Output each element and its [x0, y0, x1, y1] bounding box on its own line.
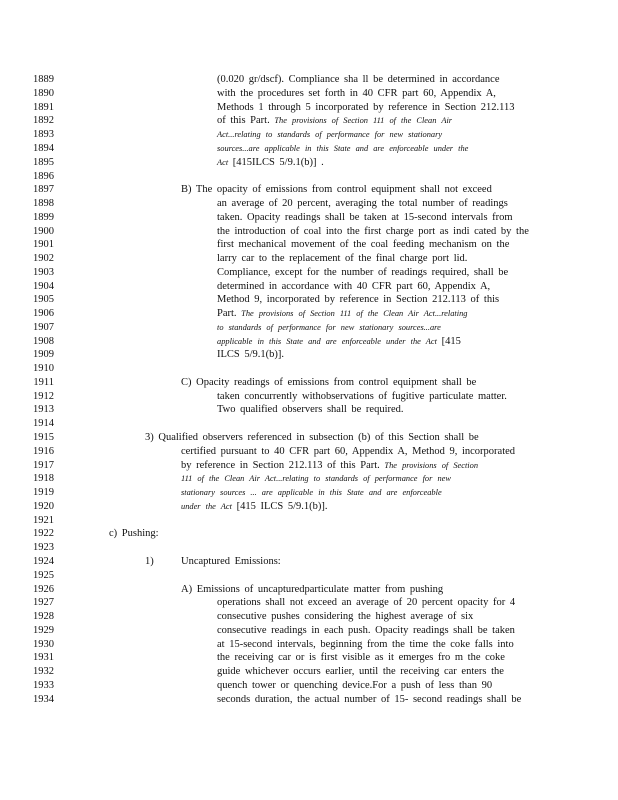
- subsection-heading: Uncaptured Emissions:: [181, 556, 281, 567]
- statute-quote: under the Act: [181, 502, 232, 511]
- text-run: .: [321, 157, 324, 168]
- text-line: [217, 307, 467, 321]
- statute-quote: Act: [217, 158, 229, 167]
- text-line: guide whichever occurs earlier, until the receiving car enters the: [217, 666, 504, 677]
- text-line: (0.020 gr/dscf). Compliance sha ll be determined in accordance: [217, 74, 500, 85]
- line-number: 1896: [33, 171, 54, 182]
- text-line: consecutive readings in each push. Opacity readings shall be taken: [217, 625, 515, 636]
- statute-quote: applicable in this State and are enforceable under the Act: [217, 337, 437, 346]
- text-line: [217, 335, 461, 349]
- line-number: 1923: [33, 542, 54, 553]
- line-number: 1907: [33, 322, 54, 333]
- citation: [415: [441, 336, 461, 347]
- statute-quote: sources...are applicable in this State and are enforceable under the: [217, 144, 469, 153]
- line-number: 1930: [33, 639, 54, 650]
- section-heading: c) Pushing:: [109, 528, 159, 539]
- line-number: 1929: [33, 625, 54, 636]
- text-line: first mechanical movement of the coal feeding mechanism on the: [217, 239, 510, 250]
- text-line: seconds duration, the actual number of 15- second readings shall be: [217, 694, 522, 705]
- statute-quote: Act...relating to standards of performance for new stationary: [217, 130, 443, 139]
- line-number: 1897: [33, 184, 54, 195]
- line-number: 1894: [33, 143, 54, 154]
- line-number: 1895: [33, 157, 54, 168]
- text-line: operations shall not exceed an average of 20 percent opacity for 4: [217, 597, 516, 608]
- statute-quote: stationary sources ... are applicable in this State and are enforceable: [181, 488, 442, 497]
- text-line: A) Emissions of uncapturedparticulate matter from pushing: [181, 584, 444, 595]
- text-line: C) Opacity readings of emissions from control equipment shall be: [181, 377, 477, 388]
- statute-quote: 111 of the Clean Air Act...relating to standards of performance for new: [181, 474, 451, 483]
- text-line: determined in accordance with 40 CFR part 60, Appendix A,: [217, 281, 491, 292]
- line-number: 1926: [33, 584, 54, 595]
- line-number: 1889: [33, 74, 54, 85]
- line-number: 1903: [33, 267, 54, 278]
- line-number: 1915: [33, 432, 54, 443]
- text-line: [181, 459, 478, 473]
- line-number: 1918: [33, 473, 54, 484]
- line-number: 1911: [33, 377, 54, 388]
- text-line: B) The opacity of emissions from control equipment shall not exceed: [181, 184, 492, 195]
- text-line: 3) Qualified observers referenced in subsection (b) of this Section shall be: [145, 432, 479, 443]
- line-number: 1912: [33, 391, 54, 402]
- text-line: [217, 114, 452, 128]
- text-line: larry car to the replacement of the final charge port lid.: [217, 253, 468, 264]
- line-number: 1925: [33, 570, 54, 581]
- line-number: 1917: [33, 460, 54, 471]
- citation: [415ILCS 5/9.1(b)]: [232, 157, 317, 168]
- line-number: 1898: [33, 198, 54, 209]
- statute-quote: The provisions of Section 111 of the Clean Air: [274, 116, 453, 125]
- text-line: at 15-second intervals, beginning from the time the coke falls into: [217, 639, 514, 650]
- line-number: 1919: [33, 487, 54, 498]
- text-line: the receiving car or is first visible as it emerges fro m the coke: [217, 652, 505, 663]
- line-number: 1901: [33, 239, 54, 250]
- text-line: [181, 500, 328, 514]
- line-number: 1893: [33, 129, 54, 140]
- text-line: Methods 1 through 5 incorporated by reference in Section 212.113: [217, 102, 515, 113]
- line-number: 1909: [33, 349, 54, 360]
- line-number: 1905: [33, 294, 54, 305]
- citation: [415 ILCS 5/9.1(b)].: [236, 501, 328, 512]
- text-line: [217, 156, 324, 170]
- line-number: 1916: [33, 446, 54, 457]
- text-run: Part.: [217, 308, 237, 319]
- text-line: taken. Opacity readings shall be taken at 15-second intervals from: [217, 212, 513, 223]
- line-number: 1924: [33, 556, 54, 567]
- text-run: by reference in Section 212.113 of this Part.: [181, 460, 380, 471]
- line-number: 1913: [33, 404, 54, 415]
- text-line: consecutive pushes considering the highest average of six: [217, 611, 474, 622]
- line-number: 1920: [33, 501, 54, 512]
- line-number: 1921: [33, 515, 54, 526]
- text-line: Two qualified observers shall be required.: [217, 404, 404, 415]
- statute-quote: to standards of performance for new stationary sources...are: [217, 323, 441, 332]
- line-number: 1914: [33, 418, 54, 429]
- line-number: 1928: [33, 611, 54, 622]
- line-number: 1904: [33, 281, 54, 292]
- statute-quote: The provisions of Section: [384, 461, 479, 470]
- line-number: 1906: [33, 308, 54, 319]
- line-number: 1932: [33, 666, 54, 677]
- text-line: Method 9, incorporated by reference in Section 212.113 of this: [217, 294, 500, 305]
- line-number: 1934: [33, 694, 54, 705]
- text-line: with the procedures set forth in 40 CFR part 60, Appendix A,: [217, 88, 496, 99]
- line-number: 1933: [33, 680, 54, 691]
- line-number: 1899: [33, 212, 54, 223]
- line-number: 1931: [33, 652, 54, 663]
- citation: ILCS 5/9.1(b)].: [217, 349, 285, 360]
- line-number: 1890: [33, 88, 54, 99]
- line-number: 1910: [33, 363, 54, 374]
- text-line: taken concurrently withobservations of fugitive particulate matter.: [217, 391, 507, 402]
- line-number: 1922: [33, 528, 54, 539]
- text-line: quench tower or quenching device.For a push of less than 90: [217, 680, 493, 691]
- line-number: 1900: [33, 226, 54, 237]
- list-marker: 1): [145, 556, 154, 567]
- text-line: certified pursuant to 40 CFR part 60, Appendix A, Method 9, incorporated: [181, 446, 516, 457]
- line-number: 1927: [33, 597, 54, 608]
- text-line: the introduction of coal into the first charge port as indi cated by the: [217, 226, 529, 237]
- text-run: of this Part.: [217, 115, 270, 126]
- text-line: an average of 20 percent, averaging the total number of readings: [217, 198, 508, 209]
- line-number: 1892: [33, 115, 54, 126]
- line-number: 1908: [33, 336, 54, 347]
- line-number: 1891: [33, 102, 54, 113]
- statute-quote: The provisions of Section 111 of the Clean Air Act...relating: [241, 309, 468, 318]
- text-line: Compliance, except for the number of readings required, shall be: [217, 267, 509, 278]
- line-number: 1902: [33, 253, 54, 264]
